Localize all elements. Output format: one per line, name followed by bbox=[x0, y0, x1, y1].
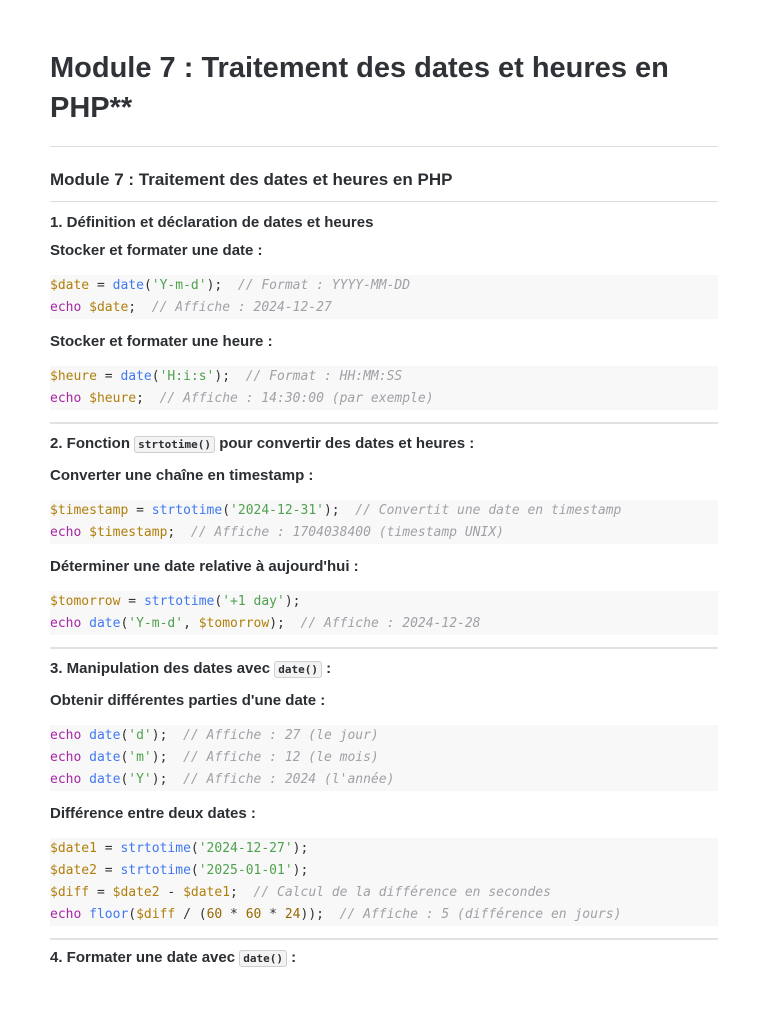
code-token: ( bbox=[120, 772, 129, 787]
code-line bbox=[50, 904, 718, 926]
heading-text: : bbox=[322, 660, 332, 677]
code-token: ); bbox=[151, 772, 184, 787]
heading-text: 2. Fonction bbox=[50, 435, 135, 452]
inline-code: strtotime() bbox=[134, 436, 215, 453]
code-token: // Format : HH:MM:SS bbox=[245, 369, 403, 384]
code-token: $date2 bbox=[50, 863, 97, 878]
code-token: echo bbox=[50, 391, 82, 406]
subheading-date-parts: Obtenir différentes parties d'une date : bbox=[50, 692, 326, 709]
code-block bbox=[50, 838, 718, 926]
code-line bbox=[50, 297, 718, 319]
separator bbox=[50, 647, 718, 649]
code-token bbox=[81, 750, 89, 765]
code-line bbox=[50, 275, 718, 297]
code-line bbox=[50, 591, 718, 613]
code-token: ( bbox=[120, 728, 129, 743]
inline-code: date() bbox=[239, 950, 287, 967]
code-token: 'H:i:s' bbox=[159, 369, 215, 384]
code-token: $date1 bbox=[50, 841, 97, 856]
code-token: 'm' bbox=[128, 750, 152, 765]
heading-text: 3. Manipulation des dates avec bbox=[50, 660, 275, 677]
code-token: '2024-12-31' bbox=[230, 503, 324, 518]
code-token: ( bbox=[151, 369, 160, 384]
code-token: date bbox=[89, 616, 121, 631]
code-token: echo bbox=[50, 616, 82, 631]
code-token: strtotime bbox=[120, 841, 191, 856]
code-token: ; bbox=[230, 885, 254, 900]
code-block bbox=[50, 275, 718, 319]
code-token: $heure bbox=[50, 369, 97, 384]
code-token: strtotime bbox=[143, 594, 215, 609]
heading-text: 4. Formater une date avec bbox=[50, 949, 240, 966]
code-token: ); bbox=[151, 750, 184, 765]
code-token: date bbox=[89, 750, 121, 765]
code-token: = bbox=[89, 278, 113, 293]
code-token: floor bbox=[89, 907, 129, 922]
code-token bbox=[81, 907, 89, 922]
code-token: '2025-01-01' bbox=[198, 863, 293, 878]
subheading-store-date: Stocker et formater une date : bbox=[50, 242, 263, 259]
code-token: 'd' bbox=[128, 728, 152, 743]
code-line bbox=[50, 522, 718, 544]
code-token: $diff bbox=[50, 885, 90, 900]
code-token: // Affiche : 2024-12-28 bbox=[300, 616, 481, 631]
code-block bbox=[50, 725, 718, 791]
code-token: $timestamp bbox=[89, 525, 168, 540]
section-1-heading: 1. Définition et déclaration de dates et heures bbox=[50, 214, 374, 231]
page-title: Module 7 : Traitement des dates et heures en PHP** bbox=[50, 0, 718, 147]
subheading-relative-date: Déterminer une date relative à aujourd'hui : bbox=[50, 558, 359, 575]
code-token: ; bbox=[128, 300, 152, 315]
subheading-timestamp: Converter une chaîne en timestamp : bbox=[50, 467, 314, 484]
code-token: $tomorrow bbox=[198, 616, 270, 631]
heading-text: : bbox=[287, 949, 297, 966]
code-token: echo bbox=[50, 300, 82, 315]
code-line bbox=[50, 860, 718, 882]
code-token: ; bbox=[167, 525, 191, 540]
code-line bbox=[50, 747, 718, 769]
code-token: 'Y-m-d' bbox=[151, 278, 207, 293]
code-token: $diff bbox=[136, 907, 176, 922]
code-token: 60 bbox=[206, 907, 223, 922]
code-token: ( bbox=[120, 750, 129, 765]
code-token: // Affiche : 12 (le mois) bbox=[183, 750, 379, 765]
code-token bbox=[81, 728, 89, 743]
code-token: = bbox=[128, 503, 152, 518]
code-token: ); bbox=[284, 594, 301, 609]
code-token: ( bbox=[190, 863, 199, 878]
code-block bbox=[50, 366, 718, 410]
code-token: $tomorrow bbox=[50, 594, 121, 609]
code-line bbox=[50, 769, 718, 791]
code-token: $heure bbox=[89, 391, 137, 406]
code-line bbox=[50, 882, 718, 904]
code-token: ; bbox=[136, 391, 160, 406]
code-token: strtotime bbox=[120, 863, 191, 878]
code-token: ); bbox=[214, 369, 246, 384]
code-token: date bbox=[89, 728, 121, 743]
code-token: , bbox=[183, 616, 199, 631]
section-4-heading bbox=[50, 948, 718, 969]
code-token: ); bbox=[269, 616, 301, 631]
code-line bbox=[50, 613, 718, 635]
code-line bbox=[50, 366, 718, 388]
code-token: = bbox=[96, 369, 121, 384]
section-2-heading bbox=[50, 434, 718, 455]
code-token: ( bbox=[143, 278, 152, 293]
code-token: ( bbox=[190, 841, 199, 856]
code-token: ( bbox=[222, 503, 231, 518]
code-token: ( bbox=[214, 594, 223, 609]
code-token: // Format : YYYY-MM-DD bbox=[237, 278, 411, 293]
code-line bbox=[50, 725, 718, 747]
code-token: ); bbox=[206, 278, 238, 293]
code-token: = bbox=[89, 885, 113, 900]
code-token: // Affiche : 2024 (l'année) bbox=[183, 772, 395, 787]
code-token: date bbox=[112, 278, 144, 293]
code-token: echo bbox=[50, 525, 82, 540]
code-token: ); bbox=[323, 503, 356, 518]
code-token: // Affiche : 1704038400 (timestamp UNIX) bbox=[190, 525, 504, 540]
code-token: // Calcul de la différence en secondes bbox=[253, 885, 551, 900]
code-token: echo bbox=[50, 750, 82, 765]
code-token: // Affiche : 2024-12-27 bbox=[151, 300, 332, 315]
code-token: // Convertit une date en timestamp bbox=[355, 503, 622, 518]
code-token: 'Y' bbox=[128, 772, 152, 787]
code-token: - bbox=[159, 885, 184, 900]
code-token: 24 bbox=[284, 907, 301, 922]
code-token bbox=[81, 525, 89, 540]
code-token: ); bbox=[292, 863, 309, 878]
code-token: * bbox=[261, 907, 285, 922]
code-token: $date bbox=[50, 278, 90, 293]
code-token: / ( bbox=[175, 907, 207, 922]
inline-code: date() bbox=[274, 661, 322, 678]
code-token: date bbox=[120, 369, 152, 384]
code-token: * bbox=[222, 907, 246, 922]
code-token: = bbox=[120, 594, 144, 609]
code-token: '2024-12-27' bbox=[198, 841, 293, 856]
code-token: = bbox=[96, 841, 121, 856]
code-line bbox=[50, 838, 718, 860]
code-block bbox=[50, 591, 718, 635]
code-token: // Affiche : 5 (différence en jours) bbox=[339, 907, 622, 922]
heading-text: pour convertir des dates et heures : bbox=[215, 435, 475, 452]
code-token: $timestamp bbox=[50, 503, 129, 518]
subheading-date-difference: Différence entre deux dates : bbox=[50, 805, 256, 822]
code-line bbox=[50, 500, 718, 522]
code-token: $date1 bbox=[183, 885, 231, 900]
subheading-store-time: Stocker et formater une heure : bbox=[50, 333, 273, 350]
code-token: )); bbox=[300, 907, 340, 922]
code-token: = bbox=[96, 863, 121, 878]
code-token: '+1 day' bbox=[222, 594, 285, 609]
code-token: ( bbox=[128, 907, 137, 922]
section-3-heading bbox=[50, 659, 718, 680]
code-token: date bbox=[89, 772, 121, 787]
code-token: ); bbox=[151, 728, 184, 743]
code-token: echo bbox=[50, 728, 82, 743]
code-line bbox=[50, 388, 718, 410]
code-token bbox=[81, 616, 89, 631]
code-token: ); bbox=[292, 841, 309, 856]
separator bbox=[50, 422, 718, 424]
code-token: // Affiche : 14:30:00 (par exemple) bbox=[159, 391, 434, 406]
code-token: strtotime bbox=[151, 503, 223, 518]
code-token: // Affiche : 27 (le jour) bbox=[183, 728, 379, 743]
code-token bbox=[81, 391, 89, 406]
code-token: $date bbox=[89, 300, 129, 315]
separator bbox=[50, 938, 718, 940]
code-token: $date2 bbox=[112, 885, 160, 900]
section-subtitle: Module 7 : Traitement des dates et heures en PHP bbox=[50, 147, 718, 202]
code-token: 'Y-m-d' bbox=[128, 616, 184, 631]
code-token: echo bbox=[50, 772, 82, 787]
code-token: 60 bbox=[245, 907, 262, 922]
code-block bbox=[50, 500, 718, 544]
code-token bbox=[81, 772, 89, 787]
code-token: ( bbox=[120, 616, 129, 631]
code-token bbox=[81, 300, 89, 315]
code-token: echo bbox=[50, 907, 82, 922]
